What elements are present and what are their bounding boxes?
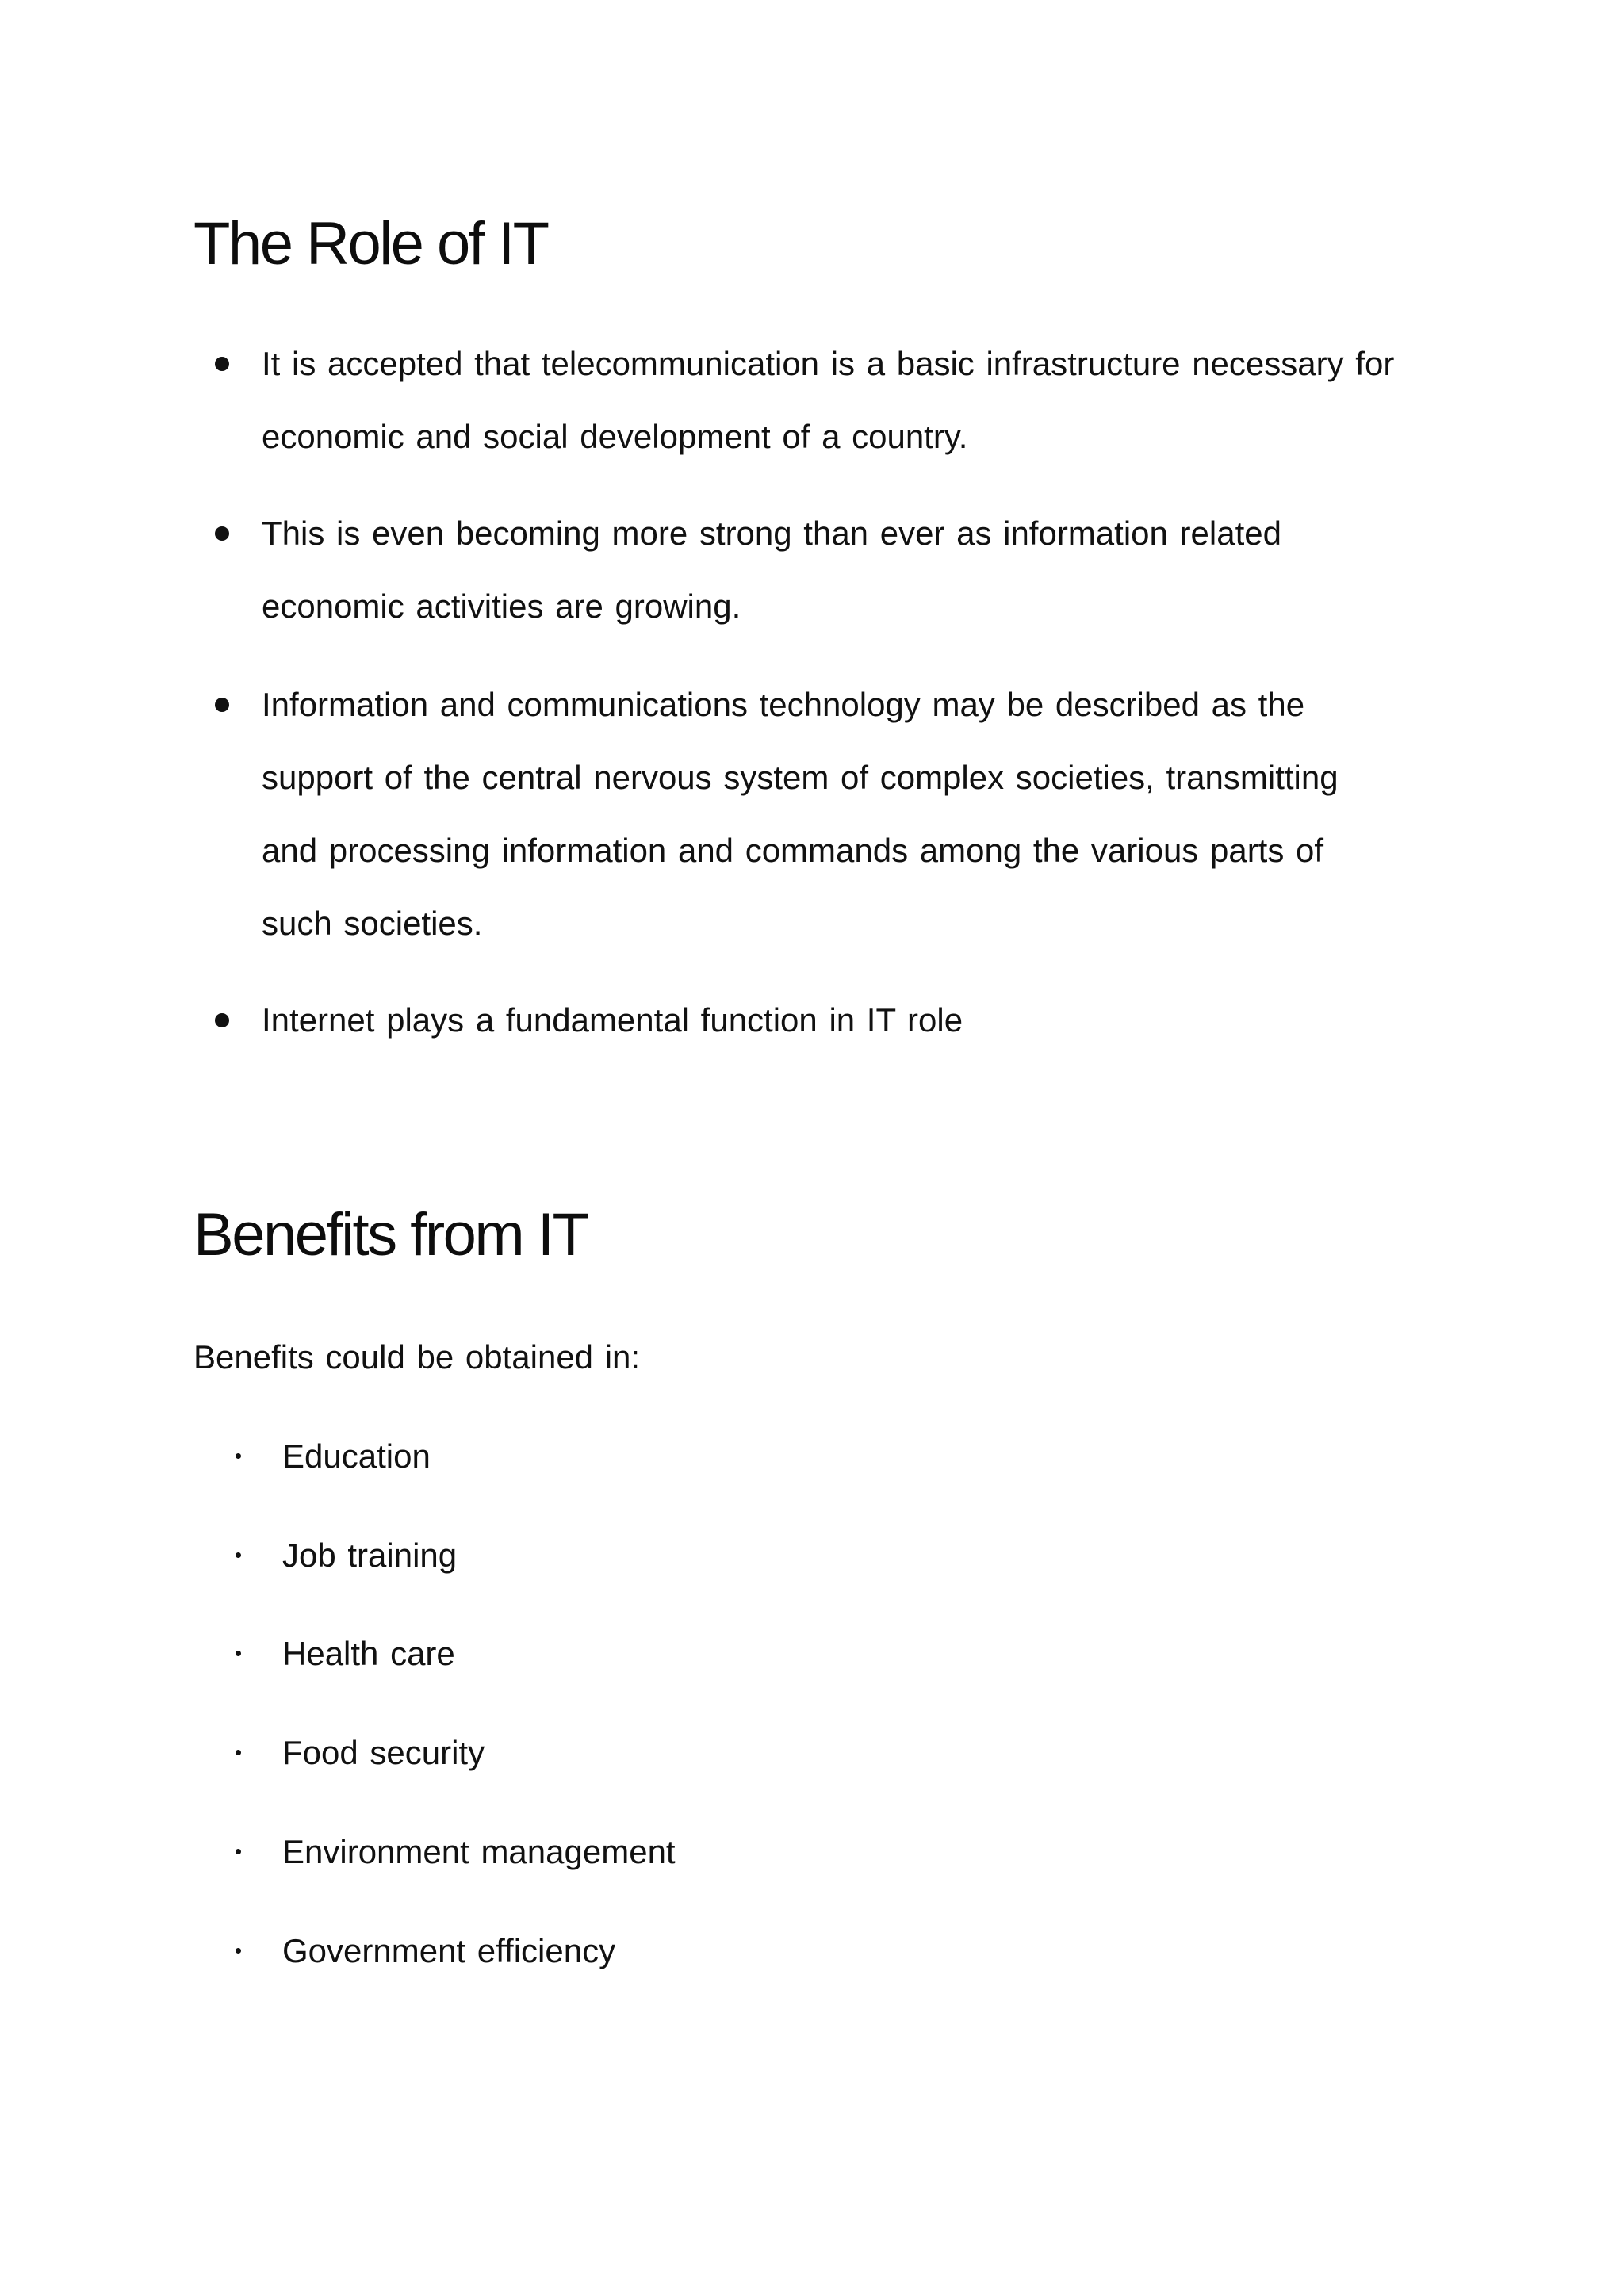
- benefit-list-item: [282, 1420, 431, 1493]
- role-list-item: [262, 327, 1404, 473]
- role-list-item: [262, 668, 1396, 960]
- benefit-list-item-text: Health care: [282, 1635, 455, 1672]
- bullet-icon: [215, 698, 229, 712]
- benefit-list-item: [282, 1617, 455, 1690]
- bullet-icon: [215, 1013, 229, 1027]
- benefit-list-item: [282, 1816, 676, 1888]
- bullet-icon: [236, 1453, 241, 1459]
- benefit-list-item: [282, 1716, 485, 1789]
- benefit-list-item-text: Environment management: [282, 1833, 676, 1870]
- benefit-list-item-text: Government efficiency: [282, 1932, 616, 1969]
- benefit-list-item-text: Job training: [282, 1536, 458, 1574]
- role-of-it-heading: The Role of IT: [193, 210, 548, 277]
- benefit-list-item-text: Food security: [282, 1734, 485, 1771]
- role-list-item-text: Information and communications technology may be described as the support of the central nervous system of complex societies, transmitting and processing information and commands among the various parts of such societies.: [262, 686, 1339, 942]
- bullet-icon: [236, 1849, 241, 1854]
- bullet-icon: [215, 526, 229, 541]
- benefit-list-item-text: Education: [282, 1437, 431, 1475]
- bullet-icon: [236, 1552, 241, 1558]
- bullet-icon: [236, 1750, 241, 1755]
- benefit-list-item: [282, 1915, 615, 1988]
- bullet-icon: [215, 357, 229, 371]
- role-list-item: [262, 984, 1404, 1057]
- bullet-icon: [236, 1948, 241, 1954]
- role-list-item-text: It is accepted that telecommunication is a basic infrastructure necessary for economic and social development of a country.: [262, 345, 1395, 455]
- bullet-icon: [236, 1651, 241, 1656]
- role-list-item-text: This is even becoming more strong than ever as information related economic activities are growing.: [262, 515, 1281, 625]
- benefits-intro-text: Benefits could be obtained in:: [193, 1338, 641, 1376]
- benefits-from-it-heading: Benefits from IT: [193, 1201, 588, 1269]
- role-list-item-text: Internet plays a fundamental function in IT role: [262, 1001, 963, 1039]
- benefit-list-item: [282, 1519, 457, 1592]
- role-list-item: [262, 497, 1404, 643]
